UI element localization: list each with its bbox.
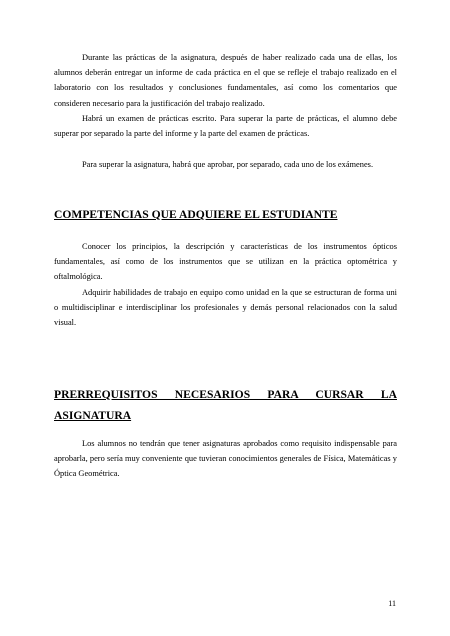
paragraph-conocer-principios: Conocer los principios, la descripción y características de los instrumentos ópticos fundamentales, así como de los instrumentos que se utilizan en la práctica optométrica y oftalmológica. [54, 242, 397, 282]
heading-prerrequisitos: PRERREQUISITOS NECESARIOS PARA CURSAR LA ASIGNATURA [54, 388, 397, 422]
heading-competencias: COMPETENCIAS QUE ADQUIERE EL ESTUDIANTE [54, 208, 338, 221]
page-number: 11 [388, 599, 396, 608]
paragraph-adquirir-habilidades: Adquirir habilidades de trabajo en equipo como unidad en la que se estructuran de forma uni o multidisciplinar e interdisciplinar los profesionales y demás personal relacionados con la salud visual. [54, 288, 397, 328]
paragraph-examen-practicas: Habrá un examen de prácticas escrito. Para superar la parte de prácticas, el alumno debe superar por separado la parte del informe y la parte del examen de prácticas. [54, 114, 397, 139]
paragraph-superar-asignatura: Para superar la asignatura, habrá que aprobar, por separado, cada uno de los exámenes. [82, 160, 374, 169]
paragraph-informe-practicas: Durante las prácticas de la asignatura, después de haber realizado cada una de ellas, los alumnos deberán entregar un informe de cada práctica en el que se refleje el trabajo realizado en el laboratorio con los resultados y conclusiones fundamentales, así como los comentarios que consideren necesario para la justificación del trabajo realizado. [54, 53, 397, 108]
paragraph-requisitos-alumnos: Los alumnos no tendrán que tener asignaturas aprobados como requisito indispensable para aprobarla, pero sería muy conveniente que tuvieran conocimientos generales de Física, Matemáticas y Óptica Geométrica. [54, 439, 397, 479]
